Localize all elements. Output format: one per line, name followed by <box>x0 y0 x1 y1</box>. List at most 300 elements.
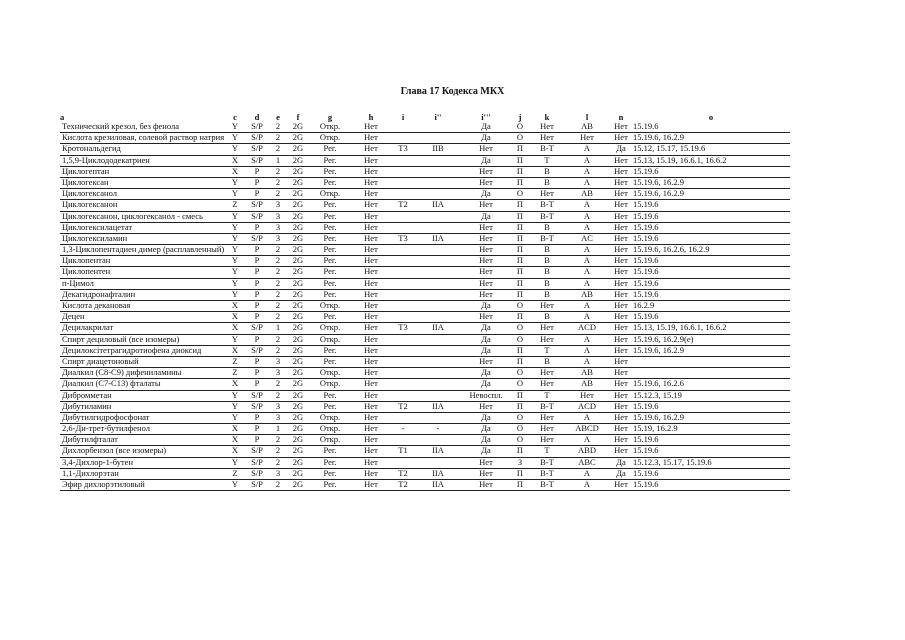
table-cell <box>414 155 462 166</box>
table-cell: Рег. <box>310 480 350 491</box>
table-cell: 2 <box>270 133 286 144</box>
table-cell: S/P <box>244 390 270 401</box>
table-cell: - <box>392 424 414 435</box>
table-row <box>60 312 790 323</box>
table-row <box>60 345 790 356</box>
table-cell: Нет <box>350 424 392 435</box>
table-cell: P <box>244 424 270 435</box>
table-cell: S/P <box>244 468 270 479</box>
table-cell: A <box>564 222 610 233</box>
table-cell <box>414 379 462 390</box>
table-cell: Нет <box>610 435 632 446</box>
table-cell: П <box>510 356 530 367</box>
table-cell: A <box>564 301 610 312</box>
cargo-name-cell: Декагидронафталин <box>60 289 226 300</box>
table-row <box>60 390 790 401</box>
column-header: k <box>544 112 550 122</box>
table-cell: Нет <box>610 334 632 345</box>
table-row <box>60 356 790 367</box>
table-cell: Нет <box>350 312 392 323</box>
table-cell: 2G <box>286 435 310 446</box>
table-cell: 2 <box>270 267 286 278</box>
table-cell: Да <box>462 323 510 334</box>
table-cell: Нет <box>462 289 510 300</box>
table-cell: 2G <box>286 301 310 312</box>
table-cell: Нет <box>350 222 392 233</box>
table-cell: Откр. <box>310 301 350 312</box>
table-cell: Нет <box>610 133 632 144</box>
table-row <box>60 401 790 412</box>
table-cell: Нет <box>610 345 632 356</box>
table-cell: П <box>510 446 530 457</box>
table-cell <box>414 368 462 379</box>
table-row <box>60 144 790 155</box>
table-cell: Т <box>530 345 564 356</box>
cargo-name-cell: Децилоксітетрагидротиофена диоксид <box>60 345 226 356</box>
table-cell: Нет <box>350 189 392 200</box>
table-cell <box>392 122 414 133</box>
table-cell: 2 <box>270 289 286 300</box>
column-header: j <box>518 112 522 122</box>
table-cell: Y <box>226 144 244 155</box>
table-cell: P <box>244 278 270 289</box>
table-cell: Z <box>226 468 244 479</box>
table-cell: Нет <box>350 390 392 401</box>
table-cell: Нет <box>610 379 632 390</box>
table-cell: Т2 <box>392 401 414 412</box>
table-cell: П <box>510 480 530 491</box>
table-cell: Y <box>226 278 244 289</box>
table-cell: ABC <box>564 457 610 468</box>
table-cell: 2G <box>286 222 310 233</box>
table-cell: A <box>564 155 610 166</box>
table-row <box>60 334 790 345</box>
cargo-name-cell: Циклопентан <box>60 256 226 267</box>
table-cell: 15.19.6 <box>632 211 790 222</box>
table-cell: 15.13, 15.19, 16.6.1, 16.6.2 <box>632 323 790 334</box>
table-cell: 2 <box>270 312 286 323</box>
table-cell: 2 <box>270 457 286 468</box>
table-cell: 2G <box>286 468 310 479</box>
table-cell: Рег. <box>310 144 350 155</box>
table-cell: 2G <box>286 323 310 334</box>
table-cell: AB <box>564 368 610 379</box>
table-cell: 3 <box>270 368 286 379</box>
header-row <box>60 106 790 122</box>
cargo-name-cell: Децен <box>60 312 226 323</box>
table-cell: В-Т <box>530 457 564 468</box>
table-cell: P <box>244 334 270 345</box>
table-row <box>60 122 790 133</box>
cargo-name-cell: Циклогексиламин <box>60 233 226 244</box>
table-cell: Да <box>462 122 510 133</box>
table-cell: Т2 <box>392 480 414 491</box>
table-cell: Откр. <box>310 133 350 144</box>
table-row <box>60 256 790 267</box>
table-row <box>60 189 790 200</box>
table-cell <box>392 334 414 345</box>
table-row <box>60 155 790 166</box>
table-cell: A <box>564 312 610 323</box>
table-cell <box>414 245 462 256</box>
table-cell: P <box>244 189 270 200</box>
table-cell: Нет <box>610 401 632 412</box>
table-cell: З <box>510 457 530 468</box>
table-cell: Нет <box>462 177 510 188</box>
table-cell: Нет <box>350 278 392 289</box>
table-cell: Y <box>226 289 244 300</box>
table-cell: A <box>564 267 610 278</box>
table-cell: Нет <box>610 323 632 334</box>
table-cell <box>392 345 414 356</box>
table-cell: ACD <box>564 323 610 334</box>
table-cell: Нет <box>530 379 564 390</box>
table-cell <box>414 345 462 356</box>
table-cell: 15.19, 16.2.9 <box>632 424 790 435</box>
table-cell: В <box>530 289 564 300</box>
table-cell <box>392 390 414 401</box>
table-cell: 2G <box>286 177 310 188</box>
table-cell: Y <box>226 267 244 278</box>
table-cell: 15.19.6 <box>632 278 790 289</box>
table-cell: П <box>510 267 530 278</box>
table-cell <box>414 312 462 323</box>
table-cell: О <box>510 334 530 345</box>
table-cell <box>414 278 462 289</box>
table-cell: О <box>510 368 530 379</box>
table-cell: П <box>510 289 530 300</box>
table-cell: S/P <box>244 133 270 144</box>
table-cell: Нет <box>462 356 510 367</box>
table-cell: 2G <box>286 390 310 401</box>
table-cell: 2 <box>270 435 286 446</box>
table-cell: Z <box>226 200 244 211</box>
table-cell: О <box>510 412 530 423</box>
table-cell: AB <box>564 379 610 390</box>
table-row <box>60 233 790 244</box>
table-cell: AC <box>564 233 610 244</box>
table-cell: П <box>510 222 530 233</box>
table-cell: Нет <box>530 368 564 379</box>
table-cell <box>392 211 414 222</box>
table-cell: 2G <box>286 245 310 256</box>
table-cell: X <box>226 166 244 177</box>
table-cell: Откр. <box>310 435 350 446</box>
table-cell: A <box>564 435 610 446</box>
cargo-name-cell: Циклопентен <box>60 267 226 278</box>
table-cell: Нет <box>462 312 510 323</box>
table-row <box>60 245 790 256</box>
table-cell: S/P <box>244 323 270 334</box>
table-cell: Нет <box>350 480 392 491</box>
table-cell: Y <box>226 256 244 267</box>
table-cell: Рег. <box>310 200 350 211</box>
table-cell: 2 <box>270 446 286 457</box>
table-cell <box>392 356 414 367</box>
table-cell: Нет <box>530 301 564 312</box>
table-cell: P <box>244 301 270 312</box>
table-cell: Нет <box>462 166 510 177</box>
table-cell: В <box>530 245 564 256</box>
table-row <box>60 278 790 289</box>
table-cell: В-Т <box>530 144 564 155</box>
table-cell: A <box>564 256 610 267</box>
table-cell: S/P <box>244 480 270 491</box>
table-cell: Нет <box>350 155 392 166</box>
table-cell: П <box>510 278 530 289</box>
table-cell: X <box>226 435 244 446</box>
table-row <box>60 412 790 423</box>
table-cell: Т2 <box>392 468 414 479</box>
table-cell: IIA <box>414 468 462 479</box>
table-row <box>60 301 790 312</box>
table-cell: Нет <box>610 278 632 289</box>
table-cell: 15.19.6 <box>632 233 790 244</box>
table-cell: Нет <box>610 166 632 177</box>
table-cell: В-Т <box>530 468 564 479</box>
table-cell: 15.19.6 <box>632 312 790 323</box>
table-cell: 2G <box>286 233 310 244</box>
table-cell: Откр. <box>310 368 350 379</box>
table-cell: 2 <box>270 122 286 133</box>
table-header <box>60 106 790 122</box>
table-cell: Нет <box>564 133 610 144</box>
table-cell: S/P <box>244 233 270 244</box>
table-cell: A <box>564 345 610 356</box>
table-cell: В-Т <box>530 401 564 412</box>
table-cell: Да <box>462 412 510 423</box>
table-cell: Рег. <box>310 468 350 479</box>
table-cell: Нет <box>350 200 392 211</box>
table-cell: Нет <box>350 245 392 256</box>
cargo-name-cell: 1,1-Дихлорэтан <box>60 468 226 479</box>
cargo-name-cell: Циклогексанон <box>60 200 226 211</box>
table-cell: 15.19.6 <box>632 480 790 491</box>
table-cell: A <box>564 334 610 345</box>
table-cell: Нет <box>610 301 632 312</box>
table-cell: Y <box>226 233 244 244</box>
cargo-name-cell: Циклогексанол <box>60 189 226 200</box>
table-cell: Да <box>462 379 510 390</box>
table-cell: О <box>510 435 530 446</box>
table-row <box>60 457 790 468</box>
table-cell: - <box>414 424 462 435</box>
table-cell: 2G <box>286 334 310 345</box>
cargo-name-cell: 2,6-Ди-трет-бутилфенол <box>60 424 226 435</box>
table-cell: Нет <box>462 468 510 479</box>
table-cell: Нет <box>350 356 392 367</box>
table-cell: Да <box>462 368 510 379</box>
table-cell: 15.19.6 <box>632 468 790 479</box>
table-cell: О <box>510 122 530 133</box>
table-cell <box>392 166 414 177</box>
column-header: d <box>254 112 260 122</box>
cargo-name-cell: Спирт диацетоновый <box>60 356 226 367</box>
table-cell: 2 <box>270 301 286 312</box>
column-header: o <box>708 112 714 122</box>
table-cell <box>414 356 462 367</box>
table-cell: Нет <box>350 177 392 188</box>
table-row <box>60 289 790 300</box>
table-cell: Да <box>610 457 632 468</box>
table-cell: 2 <box>270 278 286 289</box>
table-cell: Нет <box>610 446 632 457</box>
column-header: a <box>60 112 65 122</box>
table-cell: Откр. <box>310 379 350 390</box>
table-cell: Рег. <box>310 222 350 233</box>
table-cell: 2 <box>270 256 286 267</box>
table-cell: Т3 <box>392 144 414 155</box>
table-cell: 15.12, 15.17, 15.19.6 <box>632 144 790 155</box>
table-cell: П <box>510 312 530 323</box>
table-cell <box>392 412 414 423</box>
table-cell: Откр. <box>310 122 350 133</box>
cargo-name-cell: Дибутиламин <box>60 401 226 412</box>
table-cell: Откр. <box>310 424 350 435</box>
table-cell: Рег. <box>310 457 350 468</box>
table-cell: 1 <box>270 323 286 334</box>
table-cell: Нет <box>350 289 392 300</box>
table-cell <box>392 312 414 323</box>
table-cell: A <box>564 166 610 177</box>
table-cell: IIA <box>414 323 462 334</box>
table-cell: Нет <box>462 267 510 278</box>
table-cell: Рег. <box>310 289 350 300</box>
table-cell: Нет <box>350 446 392 457</box>
cargo-name-cell: Кротональдегид <box>60 144 226 155</box>
table-cell <box>414 435 462 446</box>
table-cell: 15.19.6 <box>632 401 790 412</box>
table-cell: Т <box>530 390 564 401</box>
cargo-name-cell: 1,5,9-Циклододекатриен <box>60 155 226 166</box>
table-cell: Нет <box>610 177 632 188</box>
table-cell: S/P <box>244 122 270 133</box>
table-cell: Y <box>226 122 244 133</box>
table-cell: В <box>530 312 564 323</box>
table-cell <box>414 457 462 468</box>
table-cell: Нет <box>350 412 392 423</box>
table-cell: Нет <box>462 457 510 468</box>
table-cell: 2G <box>286 211 310 222</box>
table-cell <box>414 189 462 200</box>
cargo-name-cell: Кислота декановая <box>60 301 226 312</box>
table-cell: ABCD <box>564 424 610 435</box>
table-row <box>60 480 790 491</box>
table-cell: 3 <box>270 211 286 222</box>
table-cell: Рег. <box>310 390 350 401</box>
table-cell: 15.19.6 <box>632 256 790 267</box>
table-row <box>60 435 790 446</box>
table-cell: Т2 <box>392 200 414 211</box>
table-cell: В-Т <box>530 233 564 244</box>
table-cell: Z <box>226 356 244 367</box>
table-cell: Нет <box>610 289 632 300</box>
table-cell: 16.2.9 <box>632 301 790 312</box>
table-cell: Нет <box>350 233 392 244</box>
table-cell: П <box>510 256 530 267</box>
table-cell <box>414 222 462 233</box>
table-cell: 15.19.6, 16.2.9 <box>632 412 790 423</box>
table-cell: Рег. <box>310 245 350 256</box>
table-cell: 15.19.6, 16.2.9 <box>632 189 790 200</box>
table-row <box>60 323 790 334</box>
table-row <box>60 177 790 188</box>
table-cell: A <box>564 200 610 211</box>
table-cell: AB <box>564 189 610 200</box>
table-cell: 15.19.6, 16.2.9(e) <box>632 334 790 345</box>
table-cell: 15.19.6 <box>632 200 790 211</box>
cargo-name-cell: Децилакрилат <box>60 323 226 334</box>
table-cell: П <box>510 390 530 401</box>
table-cell: 2G <box>286 412 310 423</box>
table-cell: Рег. <box>310 256 350 267</box>
table-cell: Т <box>530 155 564 166</box>
table-cell <box>392 155 414 166</box>
table-cell: Нет <box>350 144 392 155</box>
table-cell: Нет <box>350 267 392 278</box>
table-cell: Y <box>226 177 244 188</box>
table-cell <box>414 211 462 222</box>
table-cell: Нет <box>350 334 392 345</box>
table-row <box>60 379 790 390</box>
table-cell <box>392 278 414 289</box>
table-cell: Нет <box>462 256 510 267</box>
table-cell: X <box>226 323 244 334</box>
table-cell: Нет <box>350 122 392 133</box>
table-row <box>60 446 790 457</box>
table-cell: 2G <box>286 356 310 367</box>
table-cell: AB <box>564 122 610 133</box>
table-cell: 2G <box>286 345 310 356</box>
column-header: f <box>296 112 300 122</box>
table-cell: Нет <box>350 468 392 479</box>
table-cell: Нет <box>610 211 632 222</box>
table-cell: Т1 <box>392 446 414 457</box>
table-cell <box>392 289 414 300</box>
table-cell: IIA <box>414 401 462 412</box>
table-cell: 15.19.6 <box>632 267 790 278</box>
table-cell: Рег. <box>310 345 350 356</box>
table-cell: 2 <box>270 166 286 177</box>
table-cell: Нет <box>462 401 510 412</box>
table-cell: 1 <box>270 424 286 435</box>
table-cell: Да <box>462 446 510 457</box>
table-cell: 2 <box>270 334 286 345</box>
table-cell <box>392 457 414 468</box>
table-cell: Рег. <box>310 267 350 278</box>
table-cell <box>414 133 462 144</box>
table-cell: Невоспл. <box>462 390 510 401</box>
table-cell: IIB <box>414 144 462 155</box>
cargo-name-cell: Циклогексилацетат <box>60 222 226 233</box>
table-cell: Y <box>226 334 244 345</box>
table-cell: 3 <box>270 468 286 479</box>
table-cell: Да <box>610 468 632 479</box>
table-cell: П <box>510 177 530 188</box>
table-body <box>60 122 790 491</box>
table-cell: X <box>226 312 244 323</box>
table-cell: A <box>564 144 610 155</box>
table-cell: S/P <box>244 401 270 412</box>
cargo-name-cell: Спирт дециловый (все изомеры) <box>60 334 226 345</box>
cargo-name-cell: Дибутилгидрофосфонат <box>60 412 226 423</box>
table-cell: Нет <box>610 412 632 423</box>
table-cell: Y <box>226 480 244 491</box>
table-cell: P <box>244 267 270 278</box>
table-cell: P <box>244 256 270 267</box>
table-cell: Рег. <box>310 278 350 289</box>
table-cell: Нет <box>350 301 392 312</box>
